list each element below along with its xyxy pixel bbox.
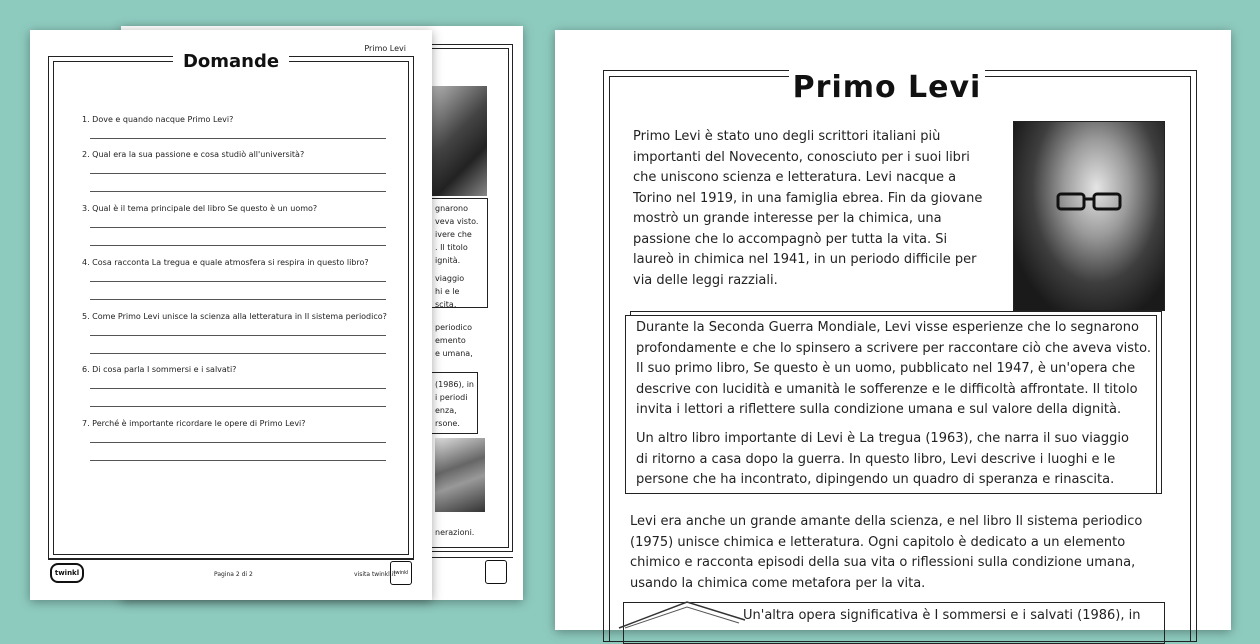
text-page (555, 30, 1231, 630)
back-portrait-photo (427, 86, 487, 196)
intro-line: Primo Levi è stato uno degli scrittori italiani più (633, 129, 941, 144)
answer-line[interactable] (90, 335, 386, 336)
science-line: (1975) unisce chimica e letteratura. Ogni capitolo è dedicato a un elemento (630, 534, 1126, 550)
back-fragment: ivere che (435, 230, 472, 239)
questions-title: Domande (182, 51, 280, 72)
back-building-photo (435, 438, 485, 512)
question-text: 4. Cosa racconta La tregua e quale atmosfera si respira in questo libro? (82, 258, 369, 267)
answer-line[interactable] (90, 281, 386, 282)
box-paragraph-1 (636, 318, 1151, 421)
back-fragment: ignità. (435, 256, 461, 265)
intro-line: Torino nel 1919, in una famiglia ebrea. Fin da giovane (633, 190, 983, 206)
answer-line[interactable] (90, 138, 386, 139)
questions-footer (48, 558, 414, 589)
questions-title-box (173, 49, 289, 75)
back-fragment: nerazioni. (435, 528, 475, 537)
highlight-box (625, 315, 1157, 494)
science-paragraph (630, 512, 1170, 594)
answer-line[interactable] (90, 406, 386, 407)
answer-line[interactable] (90, 191, 386, 192)
text-title: Primo Levi (792, 70, 982, 105)
back-fragment: hi e le (435, 287, 460, 296)
box-line: Il suo primo libro, Se questo è un uomo, pubblicato nel 1947, è un'opera che (636, 361, 1136, 376)
question-text: 2. Qual era la sua passione e cosa studiò all'università? (82, 150, 305, 159)
back-fragment: rsone. (435, 419, 460, 428)
box-line: Un altro libro importante di Levi è La tregua (1963), che narra il suo viaggio (636, 431, 1129, 446)
question-item (82, 312, 386, 354)
question-text: 5. Come Primo Levi unisce la scienza alla letteratura in Il sistema periodico? (82, 312, 387, 321)
back-fragment: e umana, (435, 349, 473, 358)
back-fragment: . Il titolo (435, 243, 468, 252)
portrait-photo (1013, 121, 1165, 311)
answer-line[interactable] (90, 299, 386, 300)
intro-line: che uniscono scienza e letteratura. Levi nacque a (633, 170, 957, 185)
answer-line[interactable] (90, 245, 386, 246)
question-item (82, 150, 386, 192)
back-fragment: (1986), in (435, 380, 474, 389)
question-item (82, 258, 386, 300)
back-fragment: i periodi (435, 393, 468, 402)
back-fragment: scita. (435, 300, 457, 309)
footer-badge: twinkl (390, 561, 412, 585)
intro-line: via delle leggi razziali. (633, 272, 778, 288)
box-line: di ritorno a casa dopo la guerra. In questo libro, Levi descrive i luoghi e le (636, 451, 1116, 467)
questions-corner-label: Primo Levi (364, 44, 406, 53)
box-line: persone che ha incontrato, dipingendo un quadro di speranza e rinascita. (636, 472, 1115, 487)
back-fragment: enza, (435, 406, 457, 415)
box-line: Durante la Seconda Guerra Mondiale, Levi visse esperienze che lo segnarono (636, 320, 1139, 335)
answer-line[interactable] (90, 173, 386, 174)
intro-paragraph (633, 127, 1003, 291)
question-item (82, 115, 386, 139)
intro-line: passione che lo accompagnò per tutta la vita. Si (633, 231, 948, 247)
footer-page-number: Pagina 2 di 2 (214, 571, 253, 578)
twinkl-logo: twinkl (50, 563, 84, 583)
box-line: profondamente e che lo spinsero a scrivere per raccontare ciò che aveva visto. (636, 340, 1151, 356)
answer-line[interactable] (90, 227, 386, 228)
back-fragment: viaggio (435, 274, 465, 283)
answer-line[interactable] (90, 353, 386, 354)
answer-line[interactable] (90, 460, 386, 461)
science-line: chimico e racconta episodi della sua vita o riflessioni sulla condizione umana, (630, 555, 1136, 570)
book-sketch-icon (617, 598, 747, 630)
science-line: Levi era anche un grande amante della scienza, e nel libro Il sistema periodico (630, 514, 1143, 529)
intro-line: importanti del Novecento, conosciuto per i suoi libri (633, 149, 970, 165)
back-fragment: veva visto. (435, 217, 479, 226)
question-item (82, 419, 386, 461)
footer-site: visita twinkl.it (354, 571, 396, 578)
answer-line[interactable] (90, 442, 386, 443)
last-line: Un'altra opera significativa è I sommersi e i salvati (1986), in (743, 608, 1141, 623)
text-title-box (789, 66, 985, 110)
question-text: 6. Di cosa parla I sommersi e i salvati? (82, 365, 237, 374)
back-badge (485, 560, 507, 584)
intro-line: mostrò un grande interesse per la chimica, una (633, 211, 942, 226)
back-fragment: gnarono (435, 204, 469, 213)
back-fragment: emento (435, 336, 466, 345)
back-fragment: periodico (435, 323, 472, 332)
glasses-shape (1054, 190, 1124, 212)
science-line: usando la chimica come metafora per la vita. (630, 575, 926, 591)
question-item (82, 365, 386, 407)
question-item (82, 204, 386, 246)
questions-page (30, 30, 432, 600)
intro-line: laureò in chimica nel 1941, in un periodo difficile per (633, 252, 977, 267)
question-text: 7. Perché è importante ricordare le opere di Primo Levi? (82, 419, 306, 428)
question-text: 1. Dove e quando nacque Primo Levi? (82, 115, 234, 124)
question-text: 3. Qual è il tema principale del libro Se questo è un uomo? (82, 204, 318, 213)
box-paragraph-2 (636, 429, 1151, 491)
answer-line[interactable] (90, 388, 386, 389)
box-line: descrive con lucidità e umanità le sofferenze e le difficoltà affrontate. Il titolo (636, 381, 1138, 397)
box-line: invita i lettori a riflettere sulla condizione umana e sul valore della dignità. (636, 402, 1122, 417)
